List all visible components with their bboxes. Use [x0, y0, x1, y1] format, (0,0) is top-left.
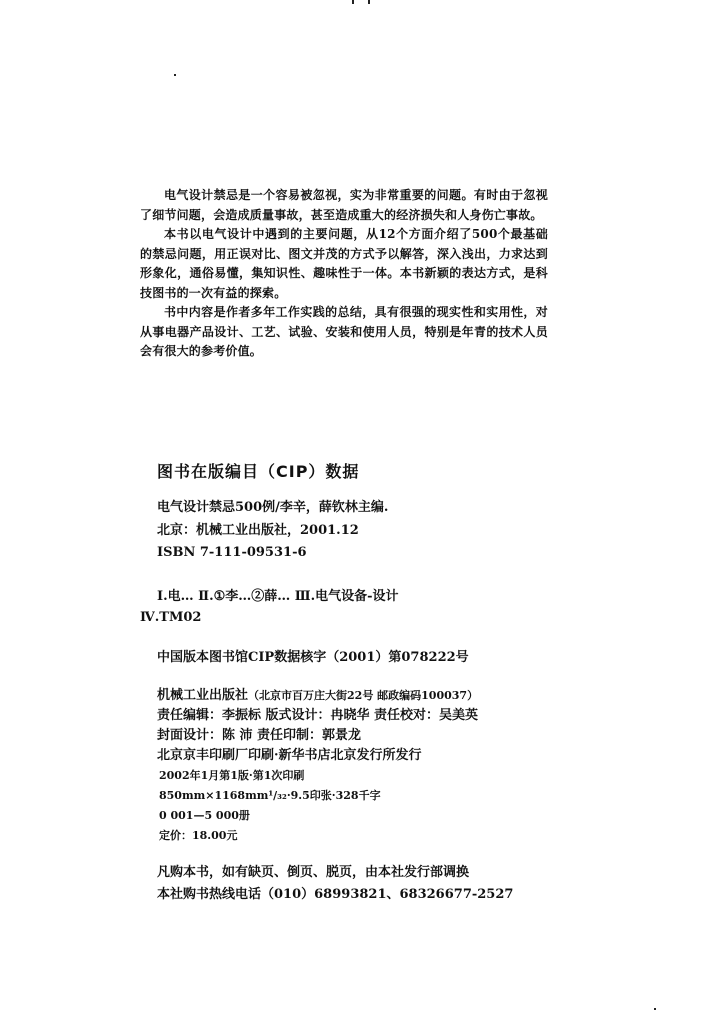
abstract-paragraph: 电气设计禁忌是一个容易被忽视，实为非常重要的问题。有时由于忽视了细节问题，会造成质量事故，甚至造成重大的经济损失和人身伤亡事故。: [140, 188, 548, 222]
hotline-line: 本社购书热线电话（010）68993821、68326677-2527: [157, 887, 514, 902]
cip-heading: 图书在版编目（CIP）数据: [157, 462, 360, 481]
cip-isbn-line: ISBN 7-111-09531-6: [157, 545, 307, 560]
copies-line: 0 001—5 000册: [159, 809, 250, 822]
publisher-name: 机械工业出版社: [157, 688, 249, 703]
cip-check-number: [157, 648, 469, 668]
printer-line: 北京京丰印刷厂印刷·新华书店北京发行所发行: [157, 748, 422, 763]
cip-check-line: 中国版本图书馆CIP数据核字（2001）第078222号: [157, 650, 469, 665]
cip-book-title-line: 电气设计禁忌500例/李辛，薛钦林主编.: [157, 500, 389, 515]
cover-design-line: 封面设计：陈 沛 责任印制：郭景龙: [157, 728, 362, 743]
abstract-paragraph: 书中内容是作者多年工作实践的总结，具有很强的现实性和实用性，对从事电器产品设计、工艺、试验、安装和使用人员，特别是年青的技术人员会有很大的参考价值。: [140, 305, 548, 358]
purchase-notice: [157, 862, 513, 906]
edition-line: 2002年1月第1版·第1次印刷: [159, 769, 305, 782]
publisher-line: [157, 686, 478, 706]
top-crop-mark: [352, 0, 370, 4]
cip-classification: [140, 586, 399, 628]
editors-line: 责任编辑：李振标 版式设计：冉晓华 责任校对：吴美英: [157, 708, 479, 723]
abstract-paragraph: 本书以电气设计中遇到的主要问题，从12个方面介绍了500个最基础的禁忌问题，用正误对比、图文并茂的方式予以解答，深入浅出，力求达到形象化，通俗易懂，集知识性、趣味性于一体。本书新颖的表达方式，是科技图书的一次有益的探索。: [140, 227, 548, 300]
notice-line: 凡购本书，如有缺页、倒页、脱页，由本社发行部调换: [157, 865, 470, 880]
cip-entry: [157, 497, 388, 565]
publisher-address: （北京市百万庄大街22号 邮政编码100037）: [248, 689, 479, 702]
format-line: 850mm×1168mm¹/₃₂·9.5印张·328千字: [159, 789, 381, 802]
publisher-info: [157, 686, 478, 846]
book-abstract: [140, 186, 548, 362]
cip-class-number-line: Ⅳ.TM02: [140, 610, 202, 625]
cip-publication-line: 北京：机械工业出版社，2001.12: [157, 522, 359, 538]
speck-mark: [654, 1008, 656, 1010]
cip-subject-line: Ⅰ.电… Ⅱ.①李…②薛… Ⅲ.电气设备-设计: [157, 589, 399, 604]
speck-mark: [174, 74, 176, 76]
price-line: 定价：18.00元: [159, 829, 238, 842]
